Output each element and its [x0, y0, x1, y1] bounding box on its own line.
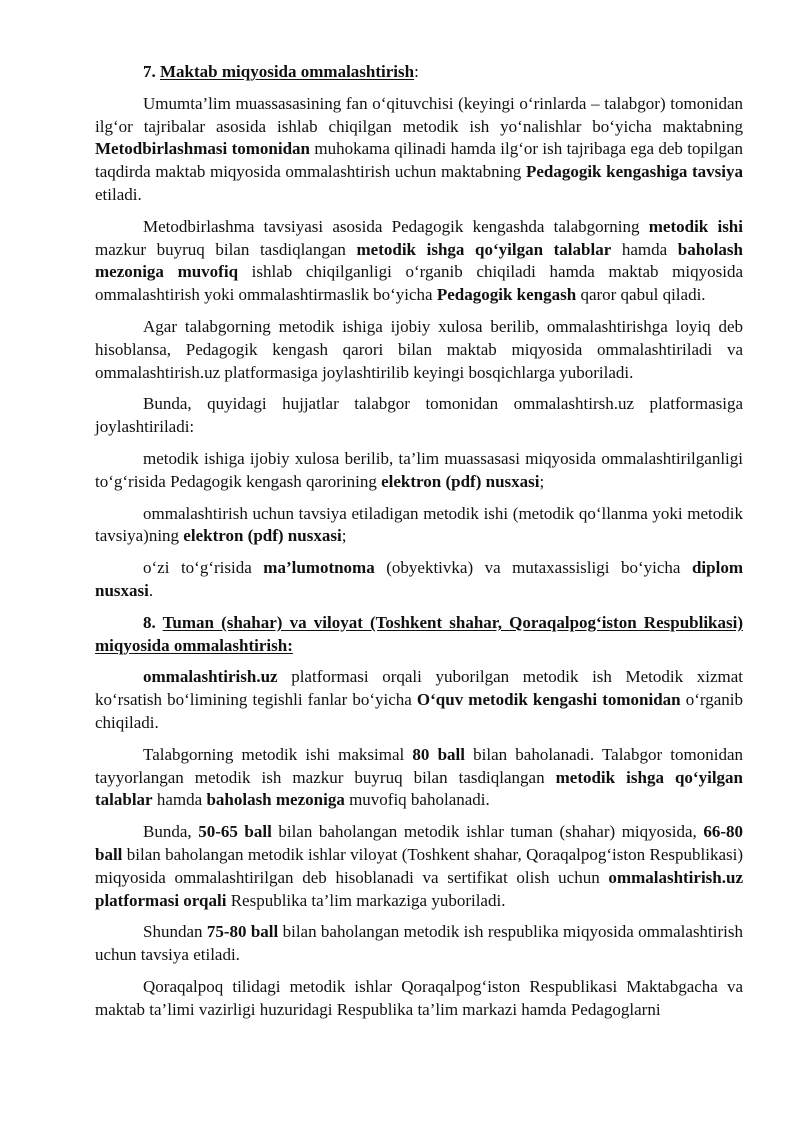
paragraph-platforma — [95, 666, 743, 734]
bold-run: baholash mezoniga — [206, 790, 345, 810]
text-run: qaror qabul qiladi. — [576, 285, 706, 305]
bold-run: metodik ishga qo‘yilgan talablar — [95, 767, 743, 810]
text-run: bilan baholanadi. Talabgor tomonidan tayyorlangan metodik ish mazkur buyruq bilan tasdiqlangan — [95, 744, 743, 787]
text-run: Metodbirlashma tavsiyasi asosida Pedagogik kengashda talabgorning — [143, 216, 649, 236]
text-run: ; — [341, 526, 347, 546]
bold-run: Pedagogik kengash — [436, 285, 577, 305]
text-run: Qoraqalpoq tilidagi metodik ishlar Qoraqalpog‘iston Respublikasi Maktabgacha va maktab ta’limi vazirligi huzuridagi Respublika ta’lim markazi hamda Pedagoglarni — [95, 976, 743, 1019]
text-run: bilan baholangan metodik ish respublika miqyosida ommalashtirish uchun tavsiya etiladi. — [95, 922, 744, 965]
list-item-malumotnoma — [95, 557, 743, 603]
text-run: hamda — [611, 239, 678, 259]
section-8-number: 8. — [143, 612, 163, 632]
paragraph-pedagogik-kengash — [95, 216, 743, 307]
bold-run: O‘quv metodik kengashi tomonidan — [416, 690, 681, 710]
text-run: muvofiq baholanadi. — [344, 790, 490, 810]
bold-run: 50-65 ball — [198, 822, 272, 842]
paragraph-maksimal-ball — [95, 744, 743, 812]
bold-run: metodik ishga qo‘yilgan talablar — [356, 239, 612, 259]
text-run: ommalashtirish uchun tavsiya etiladigan metodik ishi (metodik qo‘llanma yoki metodik tavsiya)ning — [95, 503, 743, 546]
bold-run: ma’lumotnoma — [263, 558, 375, 578]
bold-run: 80 ball — [412, 744, 465, 764]
text-run: Bunda, quyidagi hujjatlar talabgor tomonidan ommalashtirsh.uz platformasiga joylashtiriladi: — [95, 394, 743, 437]
section-7-title: Maktab miqyosida ommalashtirish — [160, 62, 415, 81]
section-7-heading — [95, 61, 743, 84]
paragraph-hujjatlar — [95, 393, 743, 439]
text-run: bilan baholangan metodik ishlar viloyat (Toshkent shahar, Qoraqalpog‘iston Respublikasi) miqyosida ommalashtirilgan deb hisoblanadi va sertifikat olish uchun — [95, 844, 743, 887]
text-run: (obyektivka) va mutaxassisligi bo‘yicha — [374, 558, 692, 578]
text-run: platformasi orqali yuborilgan metodik ish Metodik xizmat ko‘rsatish bo‘limining tegishli fanlar bo‘yicha — [95, 667, 743, 710]
bold-run: metodik ishi — [648, 216, 743, 236]
bold-run: 66-80 ball — [95, 822, 743, 864]
list-item-qaror — [95, 448, 743, 494]
bold-run: elektron (pdf) nusxasi — [183, 526, 342, 546]
text-run: ishlab chiqilganligi o‘rganib chiqiladi hamda maktab miqyosida ommalashtirish yoki ommalashtirmaslik bo‘yicha — [95, 262, 743, 305]
bold-run: Pedagogik kengashiga tavsiya — [525, 162, 743, 182]
text-run: o‘rganib chiqiladi. — [95, 690, 743, 732]
paragraph-qoraqalpoq — [95, 976, 743, 1022]
text-run: Shundan — [143, 922, 207, 942]
text-run: metodik ishiga ijobiy xulosa berilib, ta’lim muassasasi miqyosida ommalashtirilganligi to‘g‘risida Pedagogik kengash qarorining — [95, 448, 743, 491]
text-run: Bunda, — [143, 822, 199, 842]
text-run: Talabgorning metodik ishi maksimal — [143, 744, 413, 764]
text-run: . — [148, 580, 154, 600]
text-run: mazkur buyruq bilan tasdiqlangan — [95, 239, 357, 259]
text-run: hamda — [152, 790, 207, 810]
section-8-title: Tuman (shahar) va viloyat (Toshkent shahar, Qoraqalpog‘iston Respublikasi) miqyosida ommalashtirish: — [95, 612, 744, 655]
text-run: etiladi. — [95, 184, 142, 204]
bold-run: ommalashtirish.uz platformasi orqali — [95, 867, 743, 910]
paragraph-respublika-tavsiya — [95, 921, 743, 967]
list-item-metodik-ish — [95, 503, 743, 549]
text-run: Agar talabgorning metodik ishiga ijobiy xulosa berilib, ommalashtirishga loyiq deb hisoblansa, Pedagogik kengash qarori bilan maktab miqyosida ommalashtiriladi va ommalashtirish.uz platformasiga joylashtirilib keyingi bosqichlarga yuboriladi. — [95, 316, 743, 382]
text-run: bilan baholangan metodik ishlar tuman (shahar) miqyosida, — [271, 822, 704, 842]
text-run: Respublika ta’lim markaziga yuboriladi. — [226, 890, 506, 910]
text-run: muhokama qilinadi hamda ilg‘or ish tajribaga ega deb topilgan taqdirda maktab miqyosida ommalashtirish uchun maktabning — [95, 139, 743, 182]
bold-run: diplom nusxasi — [95, 558, 743, 600]
text-run: Umumta’lim muassasasining fan o‘qituvchisi (keyingi o‘rinlarda – talabgor) tomonidan ilg‘or tajribalar asosida ishlab chiqilgan metodik ish yo‘nalishlar bo‘yicha maktabning — [95, 93, 743, 136]
bold-run: elektron (pdf) nusxasi — [381, 471, 540, 491]
text-run: o‘zi to‘g‘risida — [143, 558, 264, 578]
paragraph-ball-oraliqlari — [95, 821, 743, 912]
paragraph-metodbirlashma — [95, 93, 743, 207]
section-7-colon: : — [414, 62, 419, 81]
bold-run: Metodbirlashmasi tomonidan — [95, 139, 310, 159]
section-8-heading — [95, 612, 743, 658]
bold-run: 75-80 ball — [206, 922, 279, 942]
paragraph-ijobiy-xulosa — [95, 316, 743, 384]
bold-run: ommalashtirish.uz — [143, 667, 278, 687]
section-7-number: 7. — [143, 62, 160, 81]
bold-run: baholash mezoniga muvofiq — [95, 239, 743, 282]
text-run: ; — [539, 471, 545, 491]
